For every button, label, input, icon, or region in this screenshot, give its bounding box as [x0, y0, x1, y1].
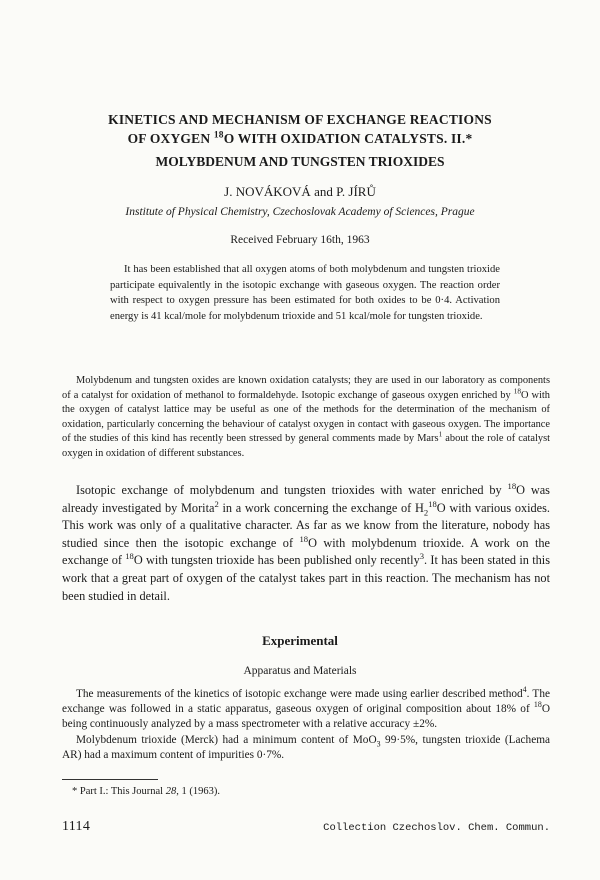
isotope-superscript: 18 — [513, 387, 521, 396]
reference-marker: 2 — [214, 498, 219, 509]
isotope-superscript: 18 — [299, 533, 309, 544]
text-run: about the role of catalyst oxygen in oxidation of different substances. — [62, 433, 551, 459]
text-run: O was already investigated by Morita — [62, 483, 550, 515]
text-run: Molybdenum and tungsten oxides are known oxidation catalysts; they are used in our laboratory as components of a catalyst for oxidation of methanol to formaldehyde. Isotopic exchange of gaseous oxygen enriched by — [62, 375, 550, 401]
footnote-rule — [62, 779, 158, 780]
text-run: . It has been stated in this work that a great part of oxygen of the catalyst takes part in this reaction. The mechanism has not been studied in detail. — [62, 553, 550, 603]
abstract: It has been established that all oxygen atoms of both molybdenum and tungsten trioxide participate equivalently in the isotopic exchange with gaseous oxygen. The reaction order with respect to oxygen pressure has been estimated for both oxides to be 0·4. Activation energy is 41 kcal/mole for molybdenum trioxide and 51 kcal/mole for tungsten trioxide. — [110, 264, 500, 322]
isotope-superscript: 18 — [213, 130, 224, 141]
title-text: OF OXYGEN — [127, 131, 214, 146]
methods-paragraph-2 — [62, 733, 550, 763]
article-subtitle: MOLYBDENUM AND TUNGSTEN TRIOXIDES — [155, 154, 445, 169]
isotope-superscript: 18 — [428, 498, 437, 509]
text-run: , 1 (1963). — [176, 786, 220, 797]
text-run: . The exchange was followed in a static apparatus, gaseous oxygen of original composition about 18% of — [62, 688, 550, 716]
subscript: 2 — [423, 507, 429, 518]
body-paragraph — [62, 482, 550, 605]
text-run: in a work concerning the exchange of H — [218, 500, 424, 515]
isotope-superscript: 18 — [125, 551, 134, 562]
footnote — [72, 786, 220, 797]
methods-paragraph-1 — [62, 687, 550, 733]
title-text: O WITH OXIDATION CATALYSTS. II.* — [223, 131, 473, 146]
article-title — [60, 110, 540, 170]
isotope-superscript: 18 — [533, 700, 542, 710]
text-run: O with the oxygen of catalyst lattice may be useful as one of the methods for the determination of the mechanism of oxidation, particularly concerning the behaviour of catalyst oxygen in contact with gaseous oxygen. The importance of the studies of this kind has recently been stressed by general comments made by Mars — [62, 389, 551, 445]
text-run: Isotopic exchange of molybdenum and tungsten trioxides with water enriched by — [76, 483, 508, 497]
text-run: 99·5%, tungsten trioxide (Lachema AR) had a maximum content of impurities 0·7%. — [62, 733, 551, 761]
text-run: O with tungsten trioxide has been published only recently — [133, 553, 420, 568]
text-run: * Part I.: This Journal — [72, 786, 166, 797]
page-number: 1114 — [62, 819, 91, 834]
authors: J. NOVÁKOVÁ and P. JÍRŮ — [224, 184, 376, 199]
institute: Institute of Physical Chemistry, Czechoslovak Academy of Sciences, Prague — [125, 206, 475, 218]
subscript: 3 — [376, 738, 381, 748]
section-heading: Experimental — [262, 633, 338, 648]
title-line-1: KINETICS AND MECHANISM OF EXCHANGE REACTIONS — [108, 112, 492, 127]
running-head: Collection Czechoslov. Chem. Commun. — [323, 822, 550, 834]
text-run: O with various oxides. This work was only of a qualitative character. As far as we know from the literature, nobody has studied since then the isotopic exchange of — [62, 500, 550, 550]
journal-volume: 28 — [165, 786, 177, 797]
text-run: O being continuously analyzed by a mass spectrometer with a relative accuracy ±2%. — [62, 703, 550, 731]
reference-marker: 1 — [438, 430, 443, 439]
methods-text — [62, 687, 550, 763]
intro-paragraph — [62, 374, 550, 462]
text-run: Molybdenum trioxide (Merck) had a minimum content of MoO — [76, 733, 377, 746]
subsection-heading: Apparatus and Materials — [243, 665, 357, 677]
reference-marker: 4 — [522, 685, 527, 695]
title-line-2 — [60, 129, 540, 148]
isotope-superscript: 18 — [507, 480, 517, 491]
text-run: The measurements of the kinetics of isotopic exchange were made using earlier described method — [76, 688, 523, 700]
reference-marker: 3 — [419, 551, 425, 562]
text-run: O with molybdenum trioxide. A work on the exchange of — [62, 535, 550, 568]
received-date: Received February 16th, 1963 — [230, 234, 370, 246]
